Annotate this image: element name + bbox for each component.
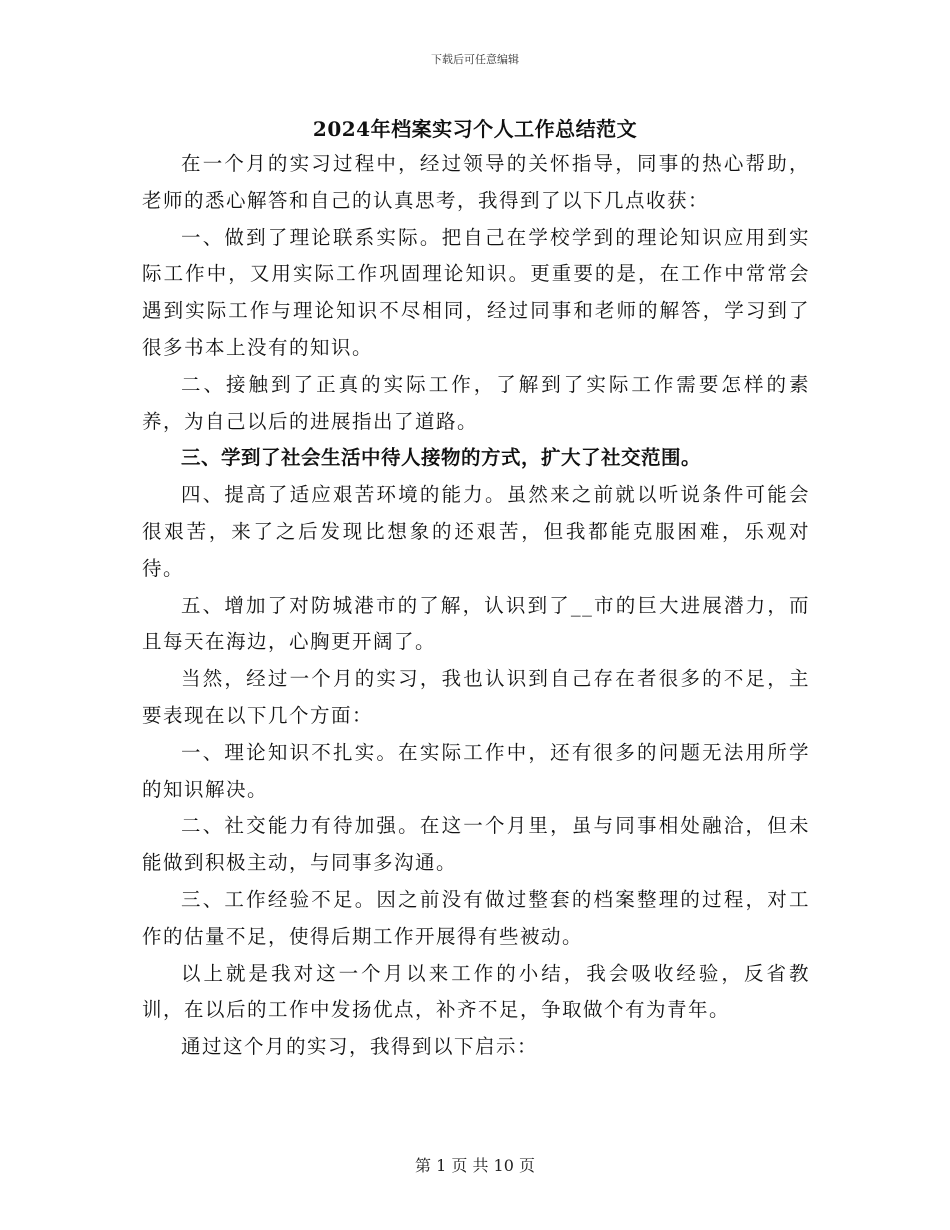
paragraph-shortcoming-1: 一、理论知识不扎实。在实际工作中，还有很多的问题无法用所学的知识解决。 [142,740,810,801]
page-number: 第 1 页 共 10 页 [415,1156,535,1175]
paragraph-gain-5: 五、增加了对防城港市的了解，认识到了__市的巨大进展潜力，而且每天在海边，心胸更开阔了。 [142,593,810,654]
paragraph-gain-3: 三、学到了社会生活中待人接物的方式，扩大了社交范围。 [181,446,702,470]
document-body [142,146,810,1066]
paragraph-shortcoming-3: 三、工作经验不足。因之前没有做过整套的档案整理的过程，对工作的估量不足，使得后期工作开展得有些被动。 [142,887,810,948]
document-title: 2024年档案实习个人工作总结范文 [312,117,638,141]
paragraph-insights-intro: 通过这个月的实习，我得到以下启示： [181,1035,539,1059]
paragraph-gain-1: 一、做到了理论联系实际。把自己在学校学到的理论知识应用到实际工作中，又用实际工作巩固理论知识。更重要的是，在工作中常常会遇到实际工作与理论知识不尽相同，经过同事和老师的解答，学习到了很多书本上没有的知识。 [142,225,810,359]
paragraph-summary: 以上就是我对这一个月以来工作的小结，我会吸收经验，反省教训，在以后的工作中发扬优点，补齐不足，争取做个有为青年。 [142,961,810,1022]
page-header-note: 下载后可任意编辑 [431,53,519,66]
paragraph-shortcomings-intro: 当然，经过一个月的实习，我也认识到自己存在者很多的不足，主要表现在以下几个方面： [142,667,810,727]
paragraph-shortcoming-2: 二、社交能力有待加强。在这一个月里，虽与同事相处融洽，但未能做到积极主动，与同事多沟通。 [142,814,810,875]
paragraph-gain-2: 二、接触到了正真的实际工作，了解到了实际工作需要怎样的素养，为自己以后的进展指出了道路。 [142,372,810,433]
paragraph-gain-4: 四、提高了适应艰苦环境的能力。虽然来之前就以听说条件可能会很艰苦，来了之后发现比想象的还艰苦，但我都能克服困难，乐观对待。 [142,483,810,580]
paragraph-intro: 在一个月的实习过程中，经过领导的关怀指导，同事的热心帮助，老师的悉心解答和自己的认真思考，我得到了以下几点收获： [142,152,810,212]
